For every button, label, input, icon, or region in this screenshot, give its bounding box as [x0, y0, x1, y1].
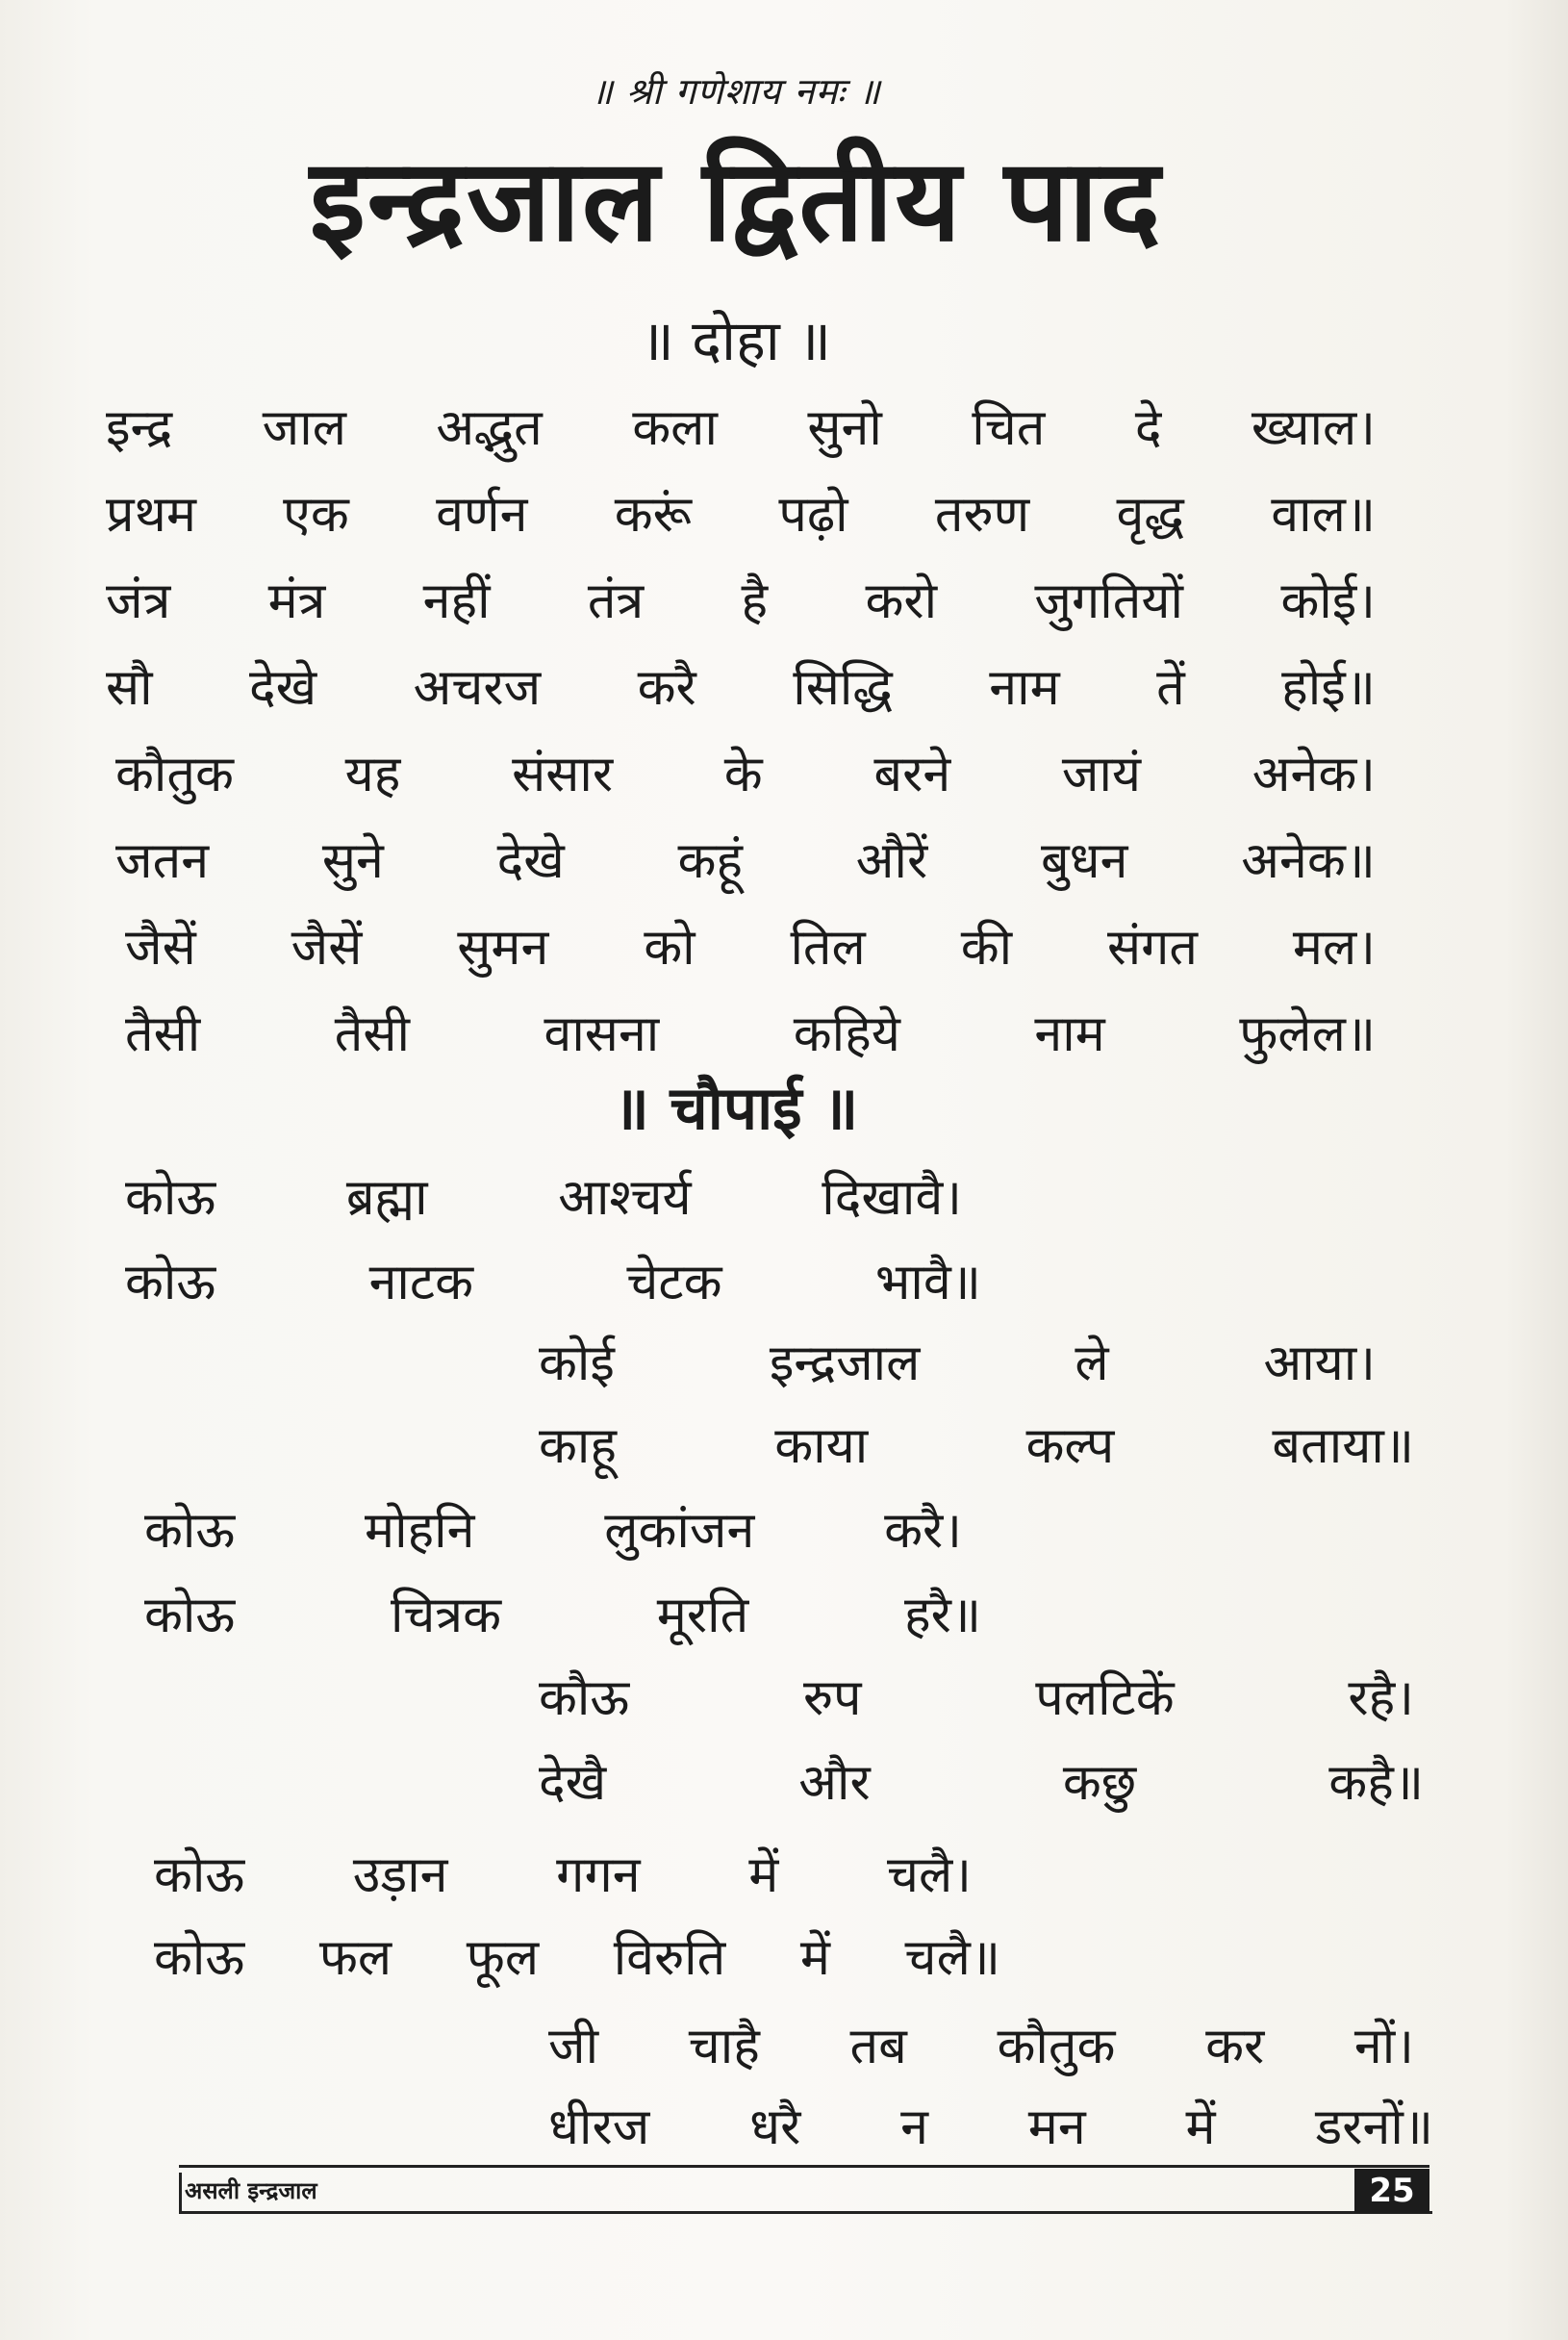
footer-frame	[179, 2173, 1432, 2214]
chaupai-word: रुप	[802, 1668, 862, 1727]
chaupai-line	[539, 1657, 1414, 1734]
chaupai-word: धरै	[749, 2098, 801, 2156]
doha-word: करूं	[614, 485, 693, 544]
doha-word: है	[741, 572, 769, 630]
doha-word: को	[644, 918, 695, 977]
doha-word: यह	[344, 745, 401, 803]
doha-word: एक	[283, 485, 349, 544]
chaupai-word: में	[799, 1928, 830, 1987]
chaupai-line	[154, 1917, 1000, 1994]
doha-line	[106, 560, 1376, 637]
chaupai-word: फल	[318, 1928, 392, 1987]
chaupai-word: धीरज	[548, 2098, 650, 2156]
doha-word: प्रथम	[106, 485, 196, 544]
doha-word: तें	[1156, 658, 1185, 717]
chaupai-line	[154, 1834, 972, 1911]
doha-word: नहीं	[422, 572, 491, 630]
doha-word: संसार	[512, 745, 614, 803]
doha-word: मल।	[1292, 918, 1376, 977]
doha-word: सुनो	[807, 398, 882, 457]
chaupai-line	[539, 1322, 1376, 1399]
chaupai-word: विरुति	[613, 1928, 726, 1987]
chaupai-word: में	[748, 1845, 779, 1904]
chaupai-word: कोऊ	[144, 1501, 236, 1560]
doha-word: कौतुक	[115, 745, 234, 803]
doha-line	[106, 647, 1376, 724]
chaupai-word: ले	[1075, 1334, 1109, 1392]
doha-line	[115, 820, 1376, 897]
doha-word: जुगतियों	[1034, 572, 1184, 630]
chaupai-heading: ॥ चौपाई ॥	[613, 1073, 859, 1143]
footer-rule	[179, 2165, 1429, 2168]
doha-word: वर्णन	[436, 485, 528, 544]
chaupai-word: रहै।	[1348, 1668, 1414, 1727]
chaupai-word: दिखावै।	[822, 1168, 962, 1227]
chaupai-word: कोऊ	[154, 1845, 245, 1904]
chaupai-word: कोऊ	[125, 1253, 216, 1311]
doha-word: जतन	[115, 831, 210, 890]
doha-word: तरुण	[934, 485, 1030, 544]
doha-line	[115, 733, 1376, 810]
doha-word: के	[723, 745, 763, 803]
doha-word: वृद्ध	[1116, 485, 1184, 544]
doha-word: बुधन	[1040, 831, 1128, 890]
chaupai-line	[548, 2005, 1414, 2082]
doha-word: औरें	[855, 831, 928, 890]
doha-word: होई॥	[1281, 658, 1376, 717]
doha-word: जंत्र	[106, 572, 171, 630]
doha-word: कोई।	[1280, 572, 1376, 630]
chaupai-word: कर	[1205, 2017, 1265, 2075]
chaupai-word: इन्द्रजाल	[769, 1334, 921, 1392]
doha-word: तिल	[790, 918, 866, 977]
chaupai-line	[144, 1574, 981, 1651]
chaupai-word: कोऊ	[154, 1928, 245, 1987]
doha-word: अचरज	[413, 658, 542, 717]
chaupai-line	[125, 1241, 981, 1318]
doha-word: चित	[972, 398, 1046, 457]
chaupai-line	[539, 1405, 1414, 1482]
doha-word: देखे	[249, 658, 317, 717]
doha-word: जायं	[1061, 745, 1142, 803]
doha-word: तैसी	[334, 1005, 410, 1063]
chaupai-word: ब्रह्मा	[345, 1168, 428, 1227]
chaupai-word: चित्रक	[390, 1586, 502, 1644]
chaupai-line	[125, 1157, 962, 1234]
doha-heading: ॥ दोहा ॥	[641, 308, 831, 373]
doha-word: नाम	[1034, 1005, 1105, 1063]
chaupai-word: चेटक	[626, 1253, 722, 1311]
chaupai-word: नाटक	[368, 1253, 474, 1311]
chaupai-word: जी	[548, 2017, 599, 2075]
doha-word: संगत	[1106, 918, 1199, 977]
doha-line	[125, 993, 1376, 1070]
chaupai-word: भावै॥	[874, 1253, 981, 1311]
doha-line	[125, 906, 1376, 983]
chaupai-word: आया।	[1263, 1334, 1376, 1392]
doha-word: अनेक॥	[1241, 831, 1376, 890]
invocation-line: ॥ श्री गणेशाय नमः ॥	[591, 70, 881, 113]
doha-word: जाल	[262, 398, 346, 457]
doha-word: सौ	[106, 658, 153, 717]
chaupai-word: मन	[1027, 2098, 1086, 2156]
chaupai-word: उड़ान	[352, 1845, 448, 1904]
chaupai-word: मूरति	[656, 1586, 749, 1644]
page-number: 25	[1354, 2169, 1429, 2213]
doha-word: अद्भुत	[436, 398, 543, 457]
doha-word: जैसें	[291, 918, 363, 977]
doha-word: कहिये	[793, 1005, 900, 1063]
doha-word: मंत्र	[267, 572, 326, 630]
doha-word: इन्द्र	[106, 398, 173, 457]
chaupai-word: कहै॥	[1328, 1753, 1424, 1812]
chaupai-word: पलटिकें	[1035, 1668, 1175, 1727]
doha-word: कला	[632, 398, 718, 457]
chaupai-word: चलै।	[886, 1845, 972, 1904]
doha-word: बरने	[873, 745, 951, 803]
chaupai-word: फूल	[466, 1928, 540, 1987]
doha-word: नाम	[989, 658, 1060, 717]
doha-word: तंत्र	[587, 572, 645, 630]
doha-word: कहूं	[677, 831, 744, 890]
chaupai-word: कौऊ	[539, 1668, 630, 1727]
doha-word: देखे	[496, 831, 565, 890]
doha-word: ख्याल।	[1251, 398, 1376, 457]
chaupai-word: कोई	[539, 1334, 615, 1392]
chaupai-word: और	[798, 1753, 871, 1812]
chaupai-word: कौतुक	[997, 2017, 1116, 2075]
doha-word: वासना	[544, 1005, 660, 1063]
chaupai-word: हरै॥	[903, 1586, 981, 1644]
chaupai-word: काहू	[539, 1416, 618, 1475]
chaupai-word: कोऊ	[125, 1168, 216, 1227]
chaupai-word: कल्प	[1025, 1416, 1115, 1475]
doha-word: सुमन	[457, 918, 549, 977]
doha-line	[106, 387, 1376, 464]
doha-word: जैसें	[125, 918, 196, 977]
doha-word: सुने	[321, 831, 384, 890]
chaupai-word: नों।	[1353, 2017, 1414, 2075]
chaupai-word: तब	[849, 2017, 907, 2075]
page-title: इन्द्रजाल द्वितीय पाद	[309, 134, 1163, 267]
chaupai-word: काया	[774, 1416, 869, 1475]
doha-word: पढ़ो	[778, 485, 848, 544]
chaupai-word: मोहनि	[364, 1501, 475, 1560]
chaupai-word: चलै॥	[904, 1928, 1000, 1987]
chaupai-word: देखै	[539, 1753, 607, 1812]
chaupai-line	[548, 2086, 1433, 2163]
chaupai-word: करै।	[884, 1501, 962, 1560]
chaupai-word: कोऊ	[144, 1586, 236, 1644]
chaupai-word: गगन	[556, 1845, 641, 1904]
chaupai-word: डरनों॥	[1315, 2098, 1433, 2156]
chaupai-word: न	[900, 2098, 928, 2156]
doha-word: की	[960, 918, 1013, 977]
chaupai-word: लुकांजन	[604, 1501, 755, 1560]
doha-word: करै	[637, 658, 696, 717]
doha-word: सिद्धि	[793, 658, 893, 717]
chaupai-word: बताया॥	[1272, 1416, 1414, 1475]
doha-word: दे	[1134, 398, 1162, 457]
chaupai-word: कछु	[1062, 1753, 1137, 1812]
doha-word: करो	[865, 572, 938, 630]
chaupai-word: में	[1185, 2098, 1216, 2156]
doha-word: तैसी	[125, 1005, 201, 1063]
footer-book-title: असली इन्द्रजाल	[185, 2177, 317, 2204]
chaupai-word: चाहै	[688, 2017, 760, 2075]
doha-line	[106, 473, 1376, 550]
doha-word: वाल॥	[1271, 485, 1376, 544]
chaupai-line	[539, 1742, 1424, 1819]
doha-word: फुलेल॥	[1239, 1005, 1376, 1063]
doha-word: अनेक।	[1252, 745, 1376, 803]
chaupai-line	[144, 1489, 962, 1566]
chaupai-word: आश्चर्य	[558, 1168, 692, 1227]
